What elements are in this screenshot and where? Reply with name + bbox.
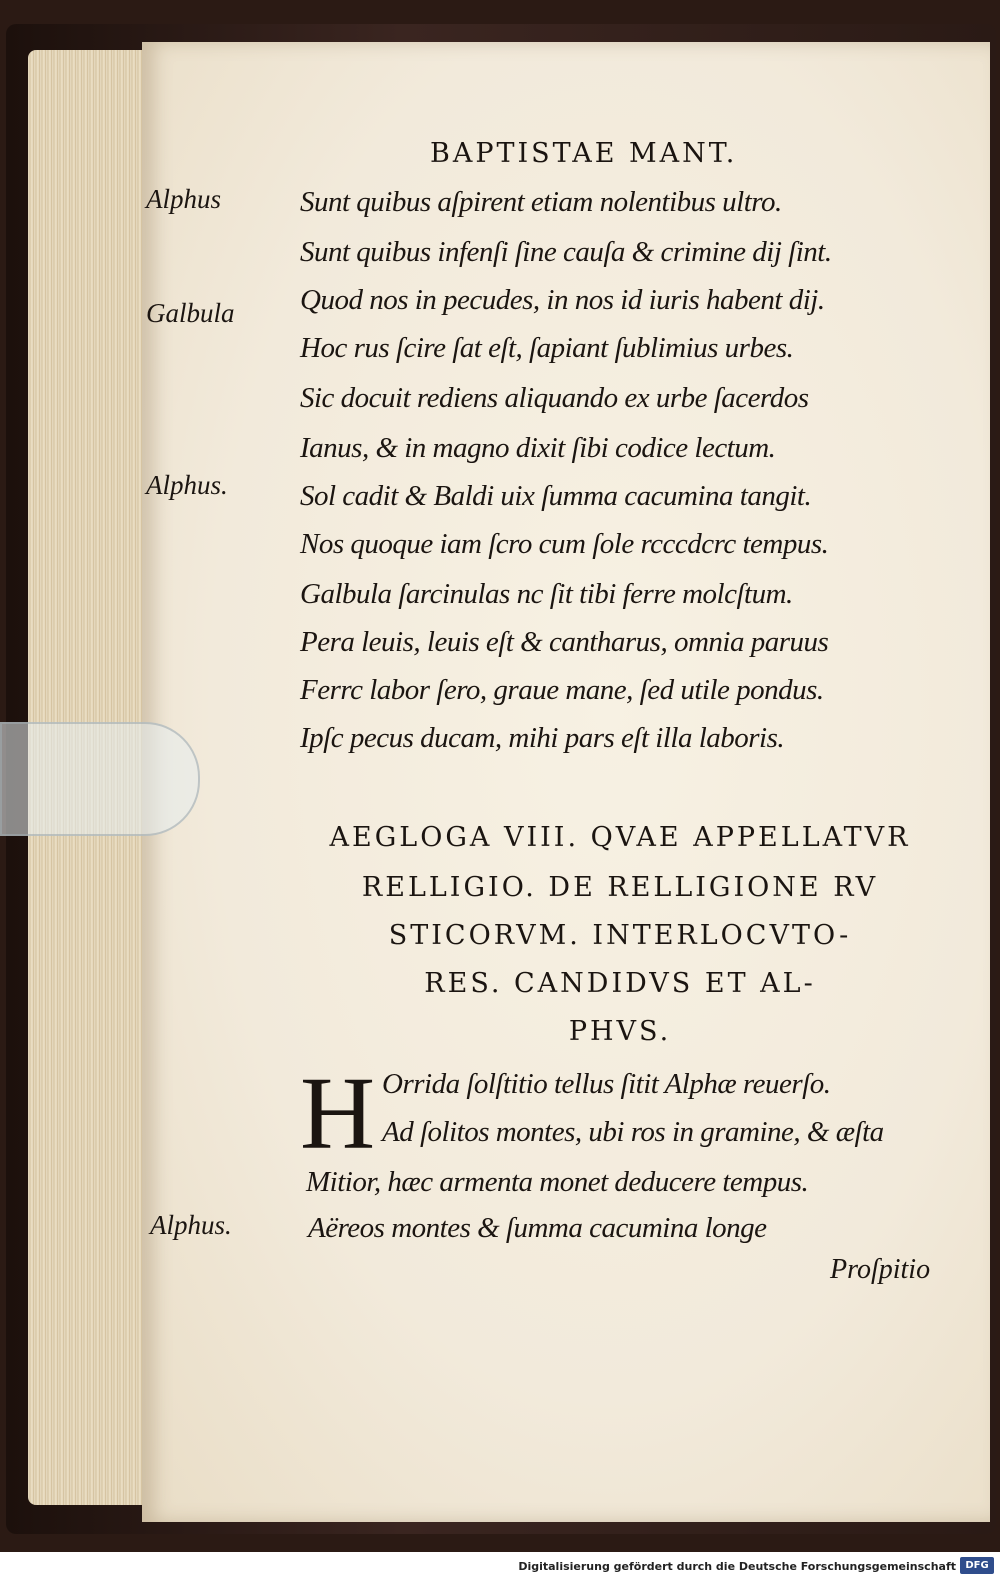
- verse-line: Pera leuis, leuis eſt & cantharus, omnia paruus: [300, 626, 829, 658]
- speaker-label: Alphus: [146, 184, 222, 214]
- eclogue-heading-line: RES. CANDIDVS ET AL-: [424, 968, 816, 999]
- catchword: Proſpitio: [830, 1254, 931, 1285]
- running-head: BAPTISTAE MANT.: [430, 138, 738, 169]
- eclogue-heading-line: RELLIGIO. DE RELLIGIONE RV: [361, 872, 879, 903]
- verse-line: Sunt quibus aſpirent etiam nolentibus ultro.: [300, 186, 782, 218]
- speaker-label: Alphus.: [146, 470, 228, 500]
- verse-line: Hoc rus ſcire ſat eſt, ſapiant ſublimius urbes.: [300, 332, 794, 364]
- verse-line: Sunt quibus infenſi ſine cauſa & crimine dij ſint.: [300, 236, 832, 268]
- verse-line: Sic docuit rediens aliquando ex urbe ſacerdos: [300, 382, 809, 414]
- eclogue-heading-line: AEGLOGA VIII. QVAE APPELLATVR: [329, 822, 911, 853]
- verse-line: Quod nos in pecudes, in nos id iuris habent dij.: [300, 284, 825, 316]
- eclogue-heading-line: PHVS.: [568, 1016, 672, 1047]
- verse-line: Aëreos montes & ſumma cacumina longe: [308, 1212, 767, 1244]
- verse-line: Ipſc pecus ducam, mihi pars eſt illa laboris.: [300, 722, 785, 754]
- speaker-label: Alphus.: [150, 1210, 232, 1240]
- verse-line: Ferrc labor ſero, graue mane, ſed utile pondus.: [300, 674, 824, 706]
- verse-line: Mitior, hæc armenta monet deducere tempus.: [306, 1166, 809, 1198]
- dfg-logo: DFG: [960, 1557, 994, 1574]
- verse-line: Sol cadit & Baldi uix ſumma cacumina tangit.: [300, 480, 812, 512]
- eclogue-heading-line: STICORVM. INTERLOCVTO-: [388, 920, 852, 951]
- verse-line: Ianus, & in magno dixit ſibi codice lectum.: [300, 432, 776, 464]
- verse-line: Ad ſolitos montes, ubi ros in gramine, & æſta: [382, 1116, 884, 1148]
- verse-line: Orrida ſolſtitio tellus ſitit Alphæ reuerſo.: [382, 1068, 831, 1100]
- verse-line: Galbula ſarcinulas nc ſit tibi ferre molcſtum.: [300, 578, 793, 610]
- verse-line: Nos quoque iam ſcro cum ſole rcccdcrc tempus.: [300, 528, 829, 560]
- bookmark-strip: [0, 722, 200, 836]
- speaker-label: Galbula: [146, 298, 235, 328]
- drop-capital: H: [300, 1056, 376, 1171]
- footer-credit: Digitalisierung gefördert durch die Deutsche Forschungsgemeinschaft: [518, 1560, 956, 1573]
